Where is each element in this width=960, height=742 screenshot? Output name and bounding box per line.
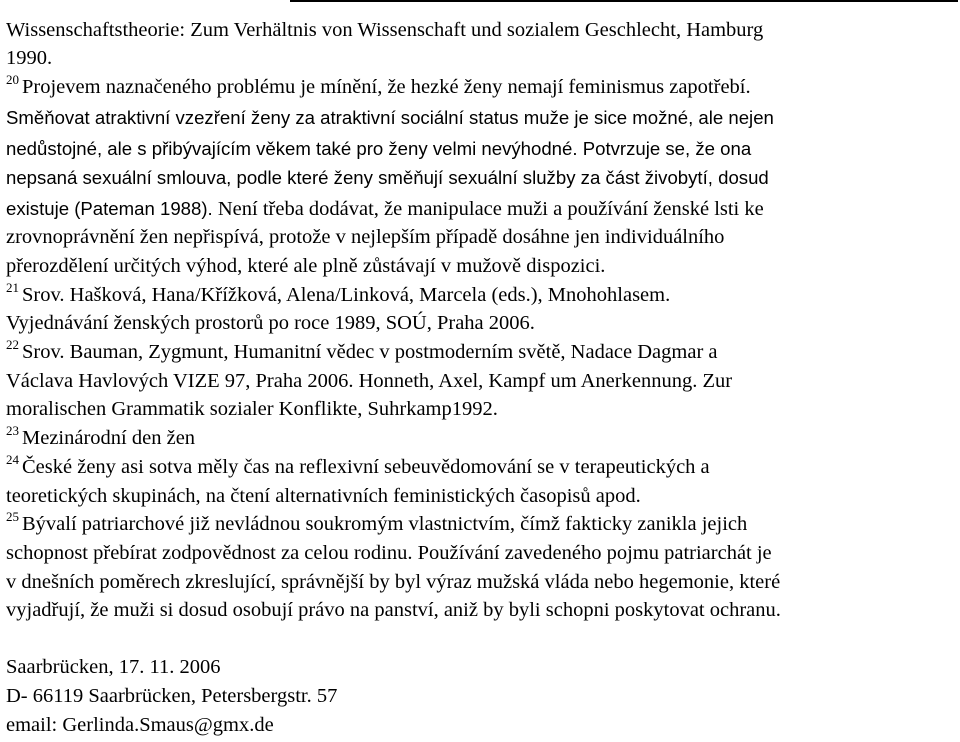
footnote-25-line: v dnešních poměrech zkreslující, správnější by byl výraz mužská vláda nebo hegemonie, které [6, 571, 781, 593]
footnote-continued-line: Wissenschaftstheorie: Zum Verhältnis von Wissenschaft und sozialem Geschlecht, Hamburg [6, 19, 764, 41]
footnote-20-line: nedůstojné, ale s přibývajícím věkem také pro ženy velmi nevýhodné. Potvrzuje se, že ona [6, 138, 752, 159]
postal-address: D- 66119 Saarbrücken, Petersbergstr. 57 [6, 685, 338, 707]
top-rule [290, 0, 958, 2]
footnote-22-line: moralischen Grammatik sozialer Konflikte, Suhrkamp1992. [6, 398, 498, 420]
footnote-22-line: $^{22}$ Srov. Bauman, Zygmunt, Humanitní vědec v postmoderním světě, Nadace Dagmar a [6, 337, 718, 363]
footnote-number: 20 [6, 72, 19, 87]
footnote-21-line: Vyjednávání ženských prostorů po roce 1989, SOÚ, Praha 2006. [6, 312, 535, 334]
footnote-23-line: $^{23}$ Mezinárodní den žen [6, 423, 196, 449]
footnote-21-line: $^{21}$ Srov. Hašková, Hana/Křížková, Alena/Linková, Marcela (eds.), Mnohohlasem. [6, 280, 671, 306]
footnote-number: 25 [6, 509, 19, 524]
footnote-20-line: přerozdělení určitých výhod, které ale plně zůstávají v mužově dispozici. [6, 255, 606, 277]
footnote-number: 22 [6, 337, 19, 352]
footnote-24-line: $^{24}$ České ženy asi sotva měly čas na reflexivní sebeuvědomování se v terapeutických a [6, 452, 710, 478]
footnote-25-line: schopnost přebírat zodpovědnost za celou rodinu. Používání zavedeného pojmu patriarchát je [6, 542, 772, 564]
footnote-number: 24 [6, 452, 19, 467]
footnote-20-line: Směňovat atraktivní vzezření ženy za atraktivní sociální status muže je sice možné, ale nejen [6, 107, 774, 128]
footnote-25-line: $^{25}$ Bývalí patriarchové již nevládnou soukromým vlastnictvím, čímž fakticky zanikla jejich [6, 509, 748, 535]
footnote-number: 23 [6, 423, 19, 438]
footnote-20-line: $^{20}$ Projevem naznačeného problému je mínění, že hezké ženy nemají feminismus zapotřebí. [6, 72, 751, 98]
footnote-25-line: vyjadřují, že muži si dosud osobují právo na panství, aniž by byli schopni poskytovat ochranu. [6, 599, 781, 621]
footnote-20-line: existuje (Pateman 1988). Není třeba dodávat, že manipulace muži a používání ženské lsti ke [6, 198, 764, 220]
email-address[interactable]: email: Gerlinda.Smaus@gmx.de [6, 714, 274, 736]
footnote-22-line: Václava Havlových VIZE 97, Praha 2006. Honneth, Axel, Kampf um Anerkennung. Zur [6, 370, 733, 392]
footnote-number: 21 [6, 280, 19, 295]
footnote-continued-line: 1990. [6, 47, 53, 69]
footnote-20-line: zrovnoprávnění žen nepřispívá, protože v nejlepším případě dosáhne jen individuálního [6, 226, 725, 248]
place-date: Saarbrücken, 17. 11. 2006 [6, 656, 221, 678]
footnote-20-line: nepsaná sexuální smlouva, podle které ženy směňují sexuální služby za část živobytí, dosud [6, 167, 769, 188]
footnote-24-line: teoretických skupinách, na čtení alternativních feministických časopisů apod. [6, 485, 641, 507]
